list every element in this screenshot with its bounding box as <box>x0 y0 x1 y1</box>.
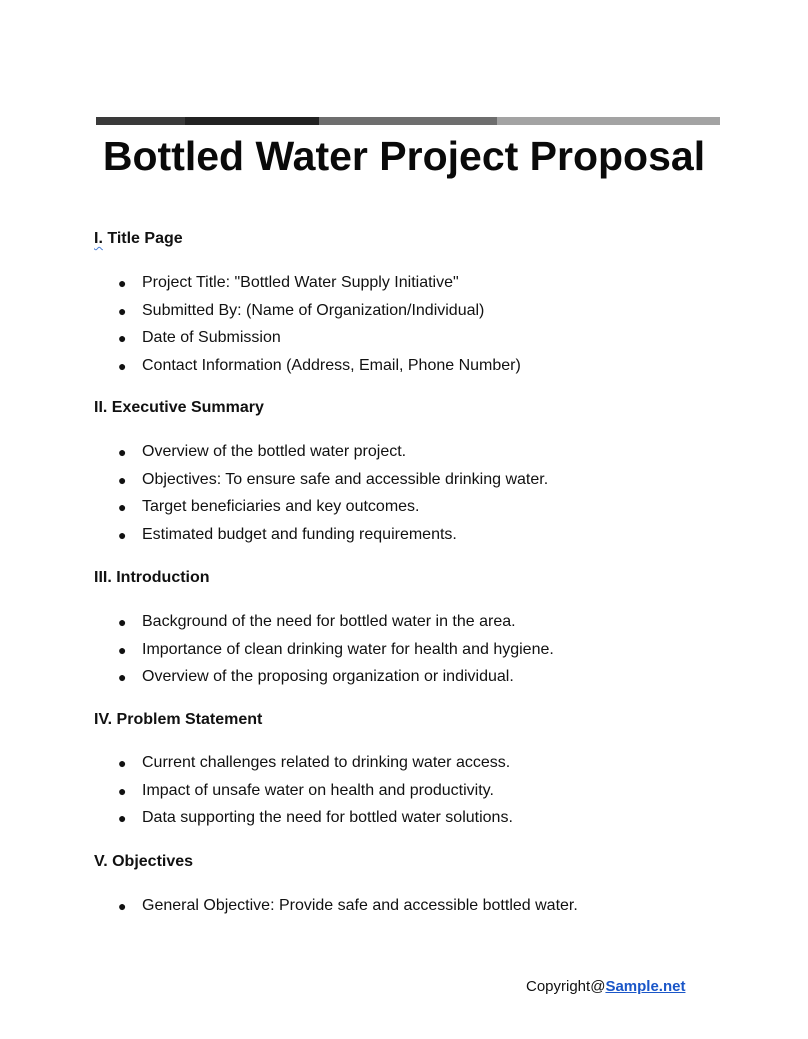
bullet-icon: ● <box>118 444 127 460</box>
section-heading-text: Title Page <box>107 230 183 247</box>
section-heading-text: Objectives <box>112 853 194 870</box>
bullet-icon: ● <box>118 614 127 630</box>
bullet-icon: ● <box>118 810 127 826</box>
bullet-icon: ● <box>118 275 127 291</box>
section-numeral: II. <box>94 399 108 416</box>
list-item-text: Project Title: "Bottled Water Supply Initiative" <box>142 274 459 291</box>
sample-net-link[interactable]: Sample.net <box>605 978 686 995</box>
color-bar-segment <box>185 117 319 125</box>
section-heading-text: Introduction <box>116 569 210 586</box>
bullet-icon: ● <box>118 330 127 346</box>
list-item-text: Contact Information (Address, Email, Phone Number) <box>142 356 521 374</box>
decorative-color-bar <box>96 117 720 125</box>
color-bar-segment <box>96 117 185 125</box>
color-bar-segment <box>497 117 720 125</box>
list-item-text: Estimated budget and funding requirements. <box>142 525 457 543</box>
list-item-text: Overview of the proposing organization or individual. <box>142 668 514 685</box>
bullet-icon: ● <box>118 471 127 488</box>
bullet-icon: ● <box>118 526 127 543</box>
color-bar-segment <box>319 117 497 125</box>
list-item-text: Submitted By: (Name of Organization/Individual) <box>142 301 485 319</box>
bullet-icon: ● <box>118 782 127 799</box>
list-item-text: Background of the need for bottled water in the area. <box>142 613 516 630</box>
section-numeral: IV. <box>94 711 113 728</box>
list-item-text: Data supporting the need for bottled water solutions. <box>142 809 513 826</box>
section-heading-problem-statement <box>94 710 262 730</box>
copyright-footer <box>526 977 685 996</box>
list-item-text: Objectives: To ensure safe and accessible drinking water. <box>142 470 549 488</box>
bullet-icon: ● <box>118 669 127 685</box>
list-item-text: Importance of clean drinking water for health and hygiene. <box>142 640 554 658</box>
list-item-text: Current challenges related to drinking water access. <box>142 754 511 771</box>
bullet-icon: ● <box>118 499 127 515</box>
bullet-icon: ● <box>118 357 127 374</box>
section-heading-objectives <box>94 852 193 872</box>
section-heading-text: Problem Statement <box>116 711 263 728</box>
section-numeral: V. <box>94 853 108 870</box>
bullet-icon: ● <box>118 302 127 319</box>
section-numeral: III. <box>94 569 112 586</box>
section-heading-introduction <box>94 568 210 588</box>
list-item-text: Overview of the bottled water project. <box>142 443 407 460</box>
bullet-icon: ● <box>118 641 127 658</box>
list-item-text: Date of Submission <box>142 329 281 346</box>
section-numeral: I. <box>94 230 103 247</box>
section-heading-text: Executive Summary <box>111 399 264 416</box>
list-item-text: Target beneficiaries and key outcomes. <box>142 498 420 515</box>
copyright-prefix: Copyright@ <box>526 978 606 995</box>
list-item-text: Impact of unsafe water on health and productivity. <box>142 781 494 799</box>
list-item-text: General Objective: Provide safe and accessible bottled water. <box>142 897 578 914</box>
bullet-icon: ● <box>118 898 127 914</box>
section-heading-title-page <box>94 229 183 249</box>
document-title: Bottled Water Project Proposal <box>102 133 706 179</box>
bullet-icon: ● <box>118 755 127 771</box>
section-heading-executive-summary <box>94 398 264 418</box>
